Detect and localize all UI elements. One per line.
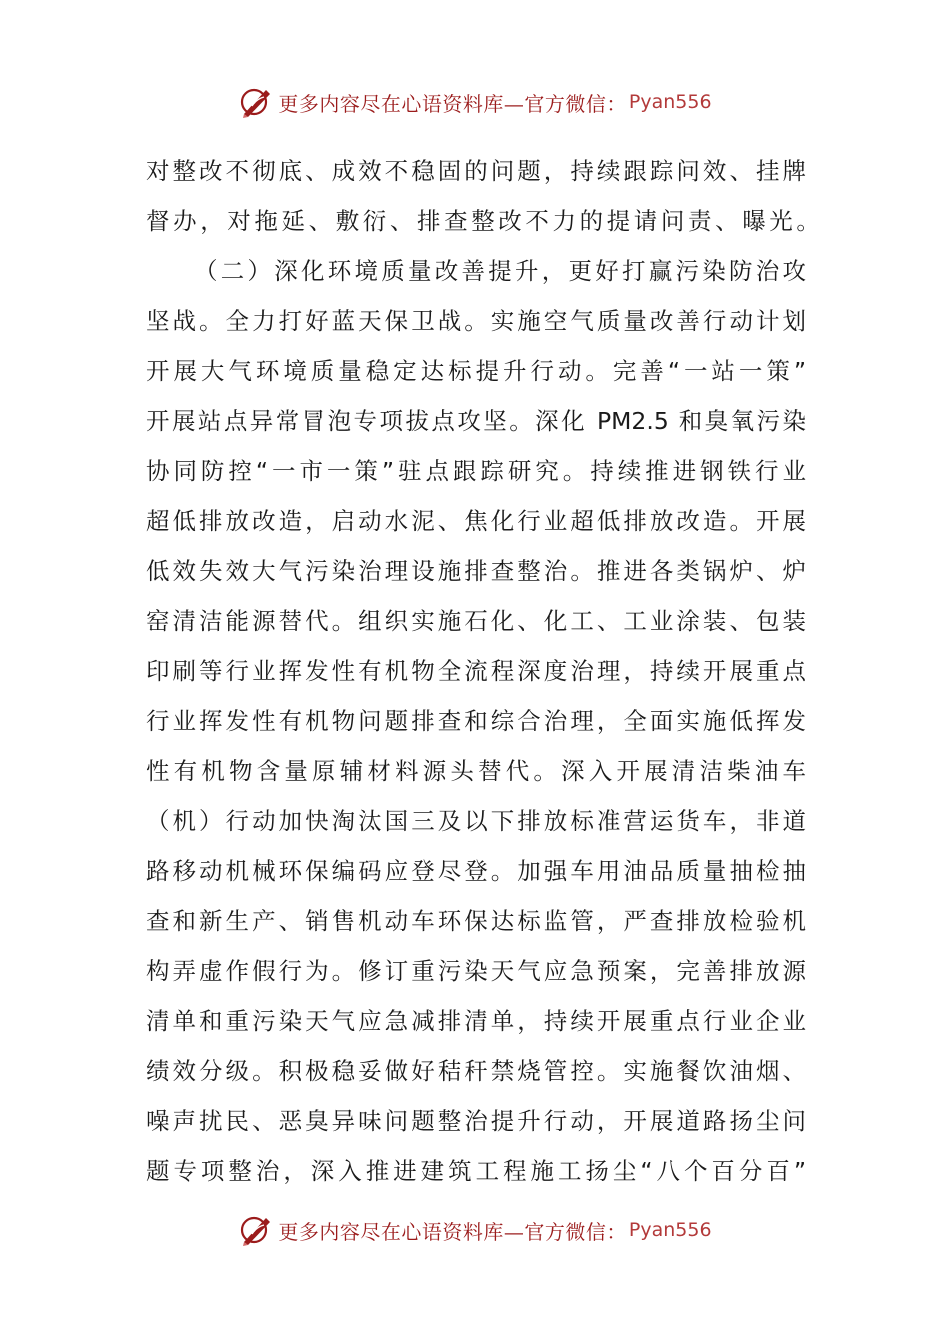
pen-logo-icon	[238, 84, 274, 120]
footer-slogan: 更多内容尽在心语资料库—官方微信：	[278, 1219, 627, 1244]
pen-logo-icon	[238, 1212, 274, 1248]
text-line: 对整改不彻底、成效不稳固的问题，持续跟踪问效、挂牌	[146, 157, 806, 185]
text-line: 印刷等行业挥发性有机物全流程深度治理，持续开展重点	[146, 657, 806, 685]
footer-banner	[0, 1210, 950, 1250]
text-line: 清单和重污染天气应急减排清单，持续开展重点行业企业	[146, 1007, 806, 1035]
document-body	[146, 146, 824, 1196]
text-line: 协同防控“一市一策”驻点跟踪研究。持续推进钢铁行业	[146, 457, 806, 485]
text-line: 超低排放改造，启动水泥、焦化行业超低排放改造。开展	[146, 507, 806, 535]
text-line: 开展大气环境质量稳定达标提升行动。完善“一站一策”	[146, 357, 806, 385]
section-heading-line: （二）深化环境质量改善提升，更好打赢污染防治攻	[194, 257, 806, 285]
text-line: 坚战。全力打好蓝天保卫战。实施空气质量改善行动计划	[146, 307, 806, 335]
text-line: 低效失效大气污染治理设施排查整治。推进各类锅炉、炉	[146, 557, 806, 585]
text-line: 性有机物含量原辅材料源头替代。深入开展清洁柴油车	[146, 757, 806, 785]
header-banner	[0, 82, 950, 122]
text-line: 行业挥发性有机物问题排查和综合治理，全面实施低挥发	[146, 707, 806, 735]
text-line: 绩效分级。积极稳妥做好秸秆禁烧管控。实施餐饮油烟、	[146, 1057, 806, 1085]
text-line: 路移动机械环保编码应登尽登。加强车用油品质量抽检抽	[146, 857, 806, 885]
text-line: 窑清洁能源替代。组织实施石化、化工、工业涂装、包装	[146, 607, 806, 635]
text-line: 查和新生产、销售机动车环保达标监管，严查排放检验机	[146, 907, 806, 935]
text-line: 开展站点异常冒泡专项拔点攻坚。深化 PM2.5 和臭氧污染	[146, 407, 806, 435]
footer-wechat-id: Pyan556	[628, 1219, 712, 1241]
text-line: 督办，对拖延、敷衍、排查整改不力的提请问责、曝光。	[146, 207, 824, 235]
text-line: 构弄虚作假行为。修订重污染天气应急预案，完善排放源	[146, 957, 806, 985]
header-wechat-id: Pyan556	[628, 91, 712, 113]
text-line: 噪声扰民、恶臭异味问题整治提升行动，开展道路扬尘问	[146, 1107, 806, 1135]
text-line: 题专项整治，深入推进建筑工程施工扬尘“八个百分百”	[146, 1157, 806, 1185]
text-line: （机）行动加快淘汰国三及以下排放标准营运货车，非道	[146, 807, 806, 835]
header-slogan: 更多内容尽在心语资料库—官方微信：	[278, 91, 627, 116]
